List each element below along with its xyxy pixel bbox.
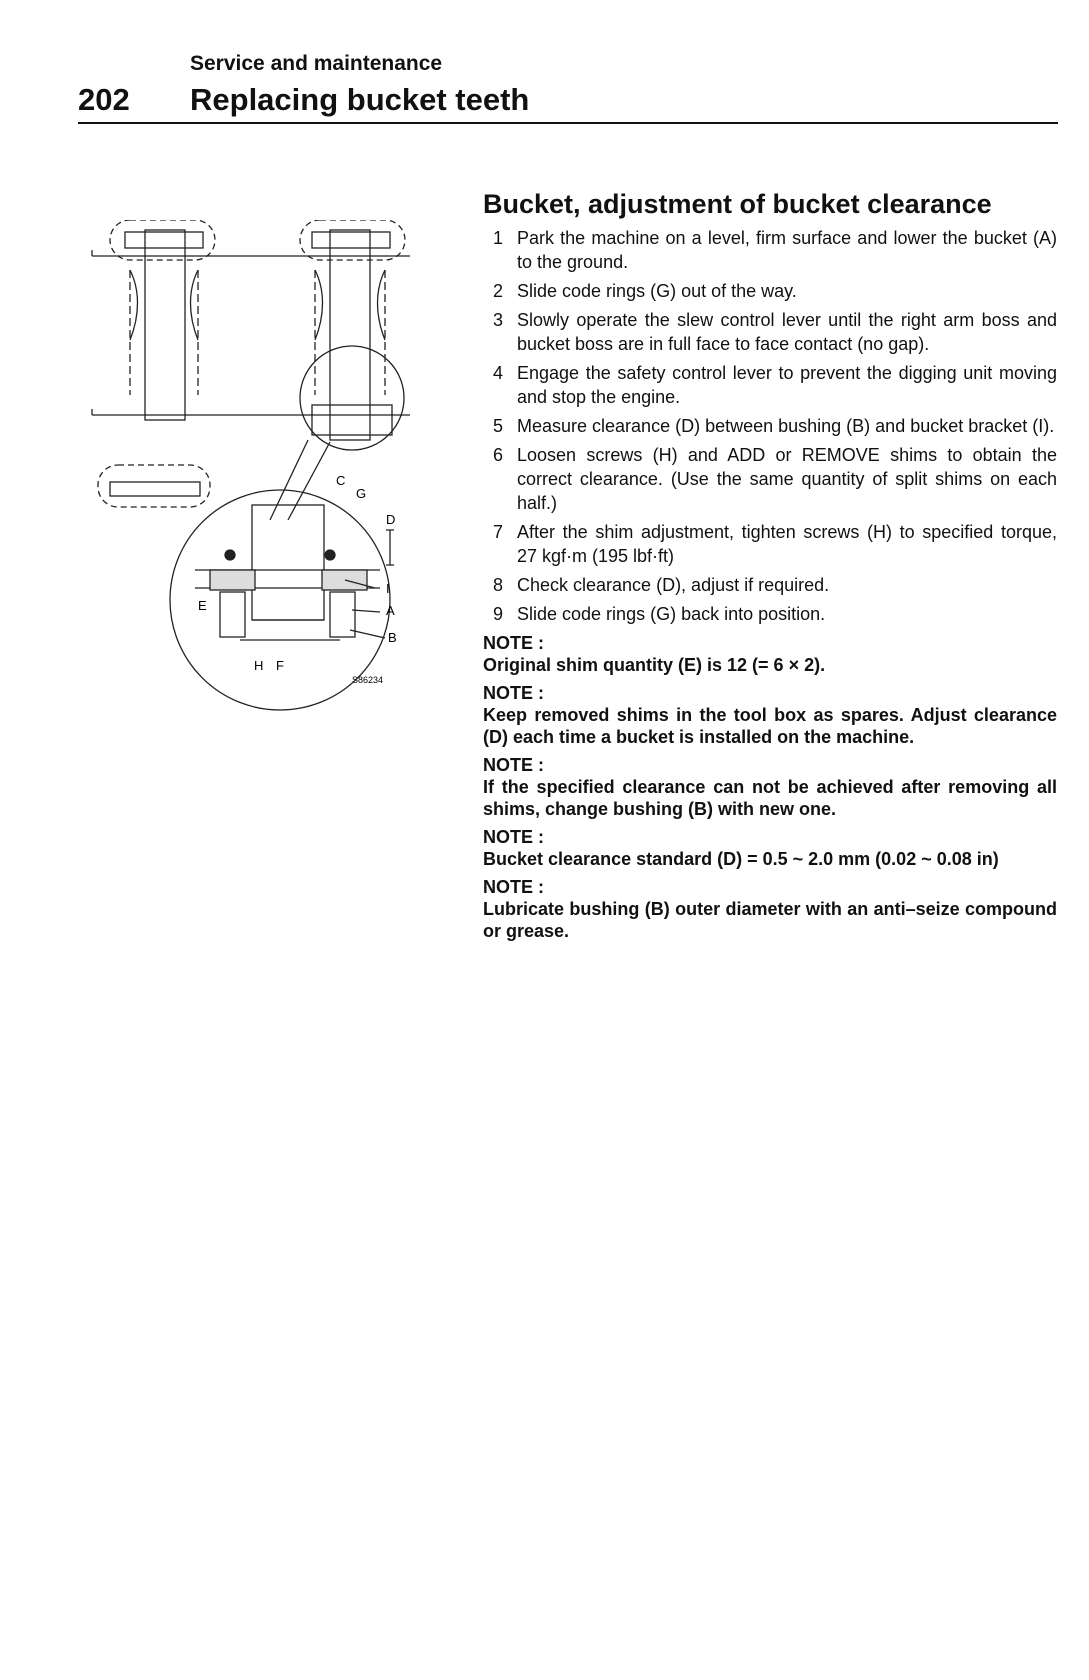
label-f: F bbox=[276, 658, 284, 673]
right-boss-oval bbox=[300, 220, 405, 260]
note-label: NOTE : bbox=[483, 755, 544, 775]
enlarged-pin bbox=[252, 505, 324, 620]
note-label: NOTE : bbox=[483, 633, 544, 653]
section-header: Service and maintenance bbox=[190, 52, 443, 75]
header-rule bbox=[78, 122, 1058, 124]
left-boss-oval bbox=[110, 220, 215, 260]
list-item: 8 Check clearance (D), adjust if required. bbox=[493, 575, 830, 595]
left-pin bbox=[145, 230, 185, 420]
section-title: Bucket, adjustment of bucket clearance bbox=[483, 189, 992, 219]
note-text: If the specified clearance can not be achieved after removing all shims, change bushing (B) with new one. bbox=[483, 777, 1057, 819]
right-pin bbox=[330, 230, 370, 440]
steps-list bbox=[483, 226, 1057, 626]
note-label: NOTE : bbox=[483, 877, 544, 897]
list-item: 3 Slowly operate the slew control lever until the right arm boss and bucket boss are in full face to face contact (no gap). bbox=[493, 310, 1057, 354]
note-text: Keep removed shims in the tool box as spares. Adjust clearance (D) each time a bucket is installed on the machine. bbox=[483, 705, 1057, 747]
note-label: NOTE : bbox=[483, 683, 544, 703]
label-a: A bbox=[386, 603, 395, 618]
figure-code: S86234 bbox=[352, 675, 384, 685]
list-item: 5 Measure clearance (D) between bushing (B) and bucket bracket (I). bbox=[493, 416, 1055, 436]
label-e: E bbox=[198, 598, 207, 613]
label-h: H bbox=[254, 658, 264, 673]
note-block bbox=[483, 682, 1057, 748]
lower-boss-oval bbox=[98, 465, 210, 507]
note-text: Lubricate bushing (B) outer diameter with an anti–seize compound or grease. bbox=[483, 899, 1057, 941]
note-block bbox=[483, 876, 1057, 942]
note-block bbox=[483, 826, 1057, 870]
label-b: B bbox=[388, 630, 397, 645]
label-g: G bbox=[356, 486, 367, 501]
list-item: 7 After the shim adjustment, tighten screws (H) to specified torque, 27 kgf·m (195 lbf·ft) bbox=[493, 522, 1057, 566]
instructions-column bbox=[483, 188, 1057, 942]
note-label: NOTE : bbox=[483, 827, 544, 847]
note-text: Bucket clearance standard (D) = 0.5 ~ 2.0 mm (0.02 ~ 0.08 in) bbox=[483, 849, 999, 869]
list-item: 6 Loosen screws (H) and ADD or REMOVE shims to obtain the correct clearance. (Use the same quantity of split shims on each half.) bbox=[493, 445, 1057, 513]
page-number: 202 bbox=[78, 82, 130, 117]
label-d: D bbox=[386, 512, 396, 527]
list-item: 2 Slide code rings (G) out of the way. bbox=[493, 281, 797, 301]
bucket-clearance-diagram bbox=[90, 220, 450, 740]
list-item: 4 Engage the safety control lever to prevent the digging unit moving and stop the engine. bbox=[493, 363, 1057, 407]
label-i: I bbox=[386, 581, 390, 596]
note-block bbox=[483, 754, 1057, 820]
label-c: C bbox=[336, 473, 346, 488]
note-text: Original shim quantity (E) is 12 (= 6 × 2). bbox=[483, 655, 826, 675]
list-item: 9 Slide code rings (G) back into position. bbox=[493, 604, 826, 624]
note-block bbox=[483, 632, 1057, 676]
list-item: 1 Park the machine on a level, firm surface and lower the bucket (A) to the ground. bbox=[493, 228, 1057, 272]
page-title: Replacing bucket teeth bbox=[190, 82, 530, 117]
